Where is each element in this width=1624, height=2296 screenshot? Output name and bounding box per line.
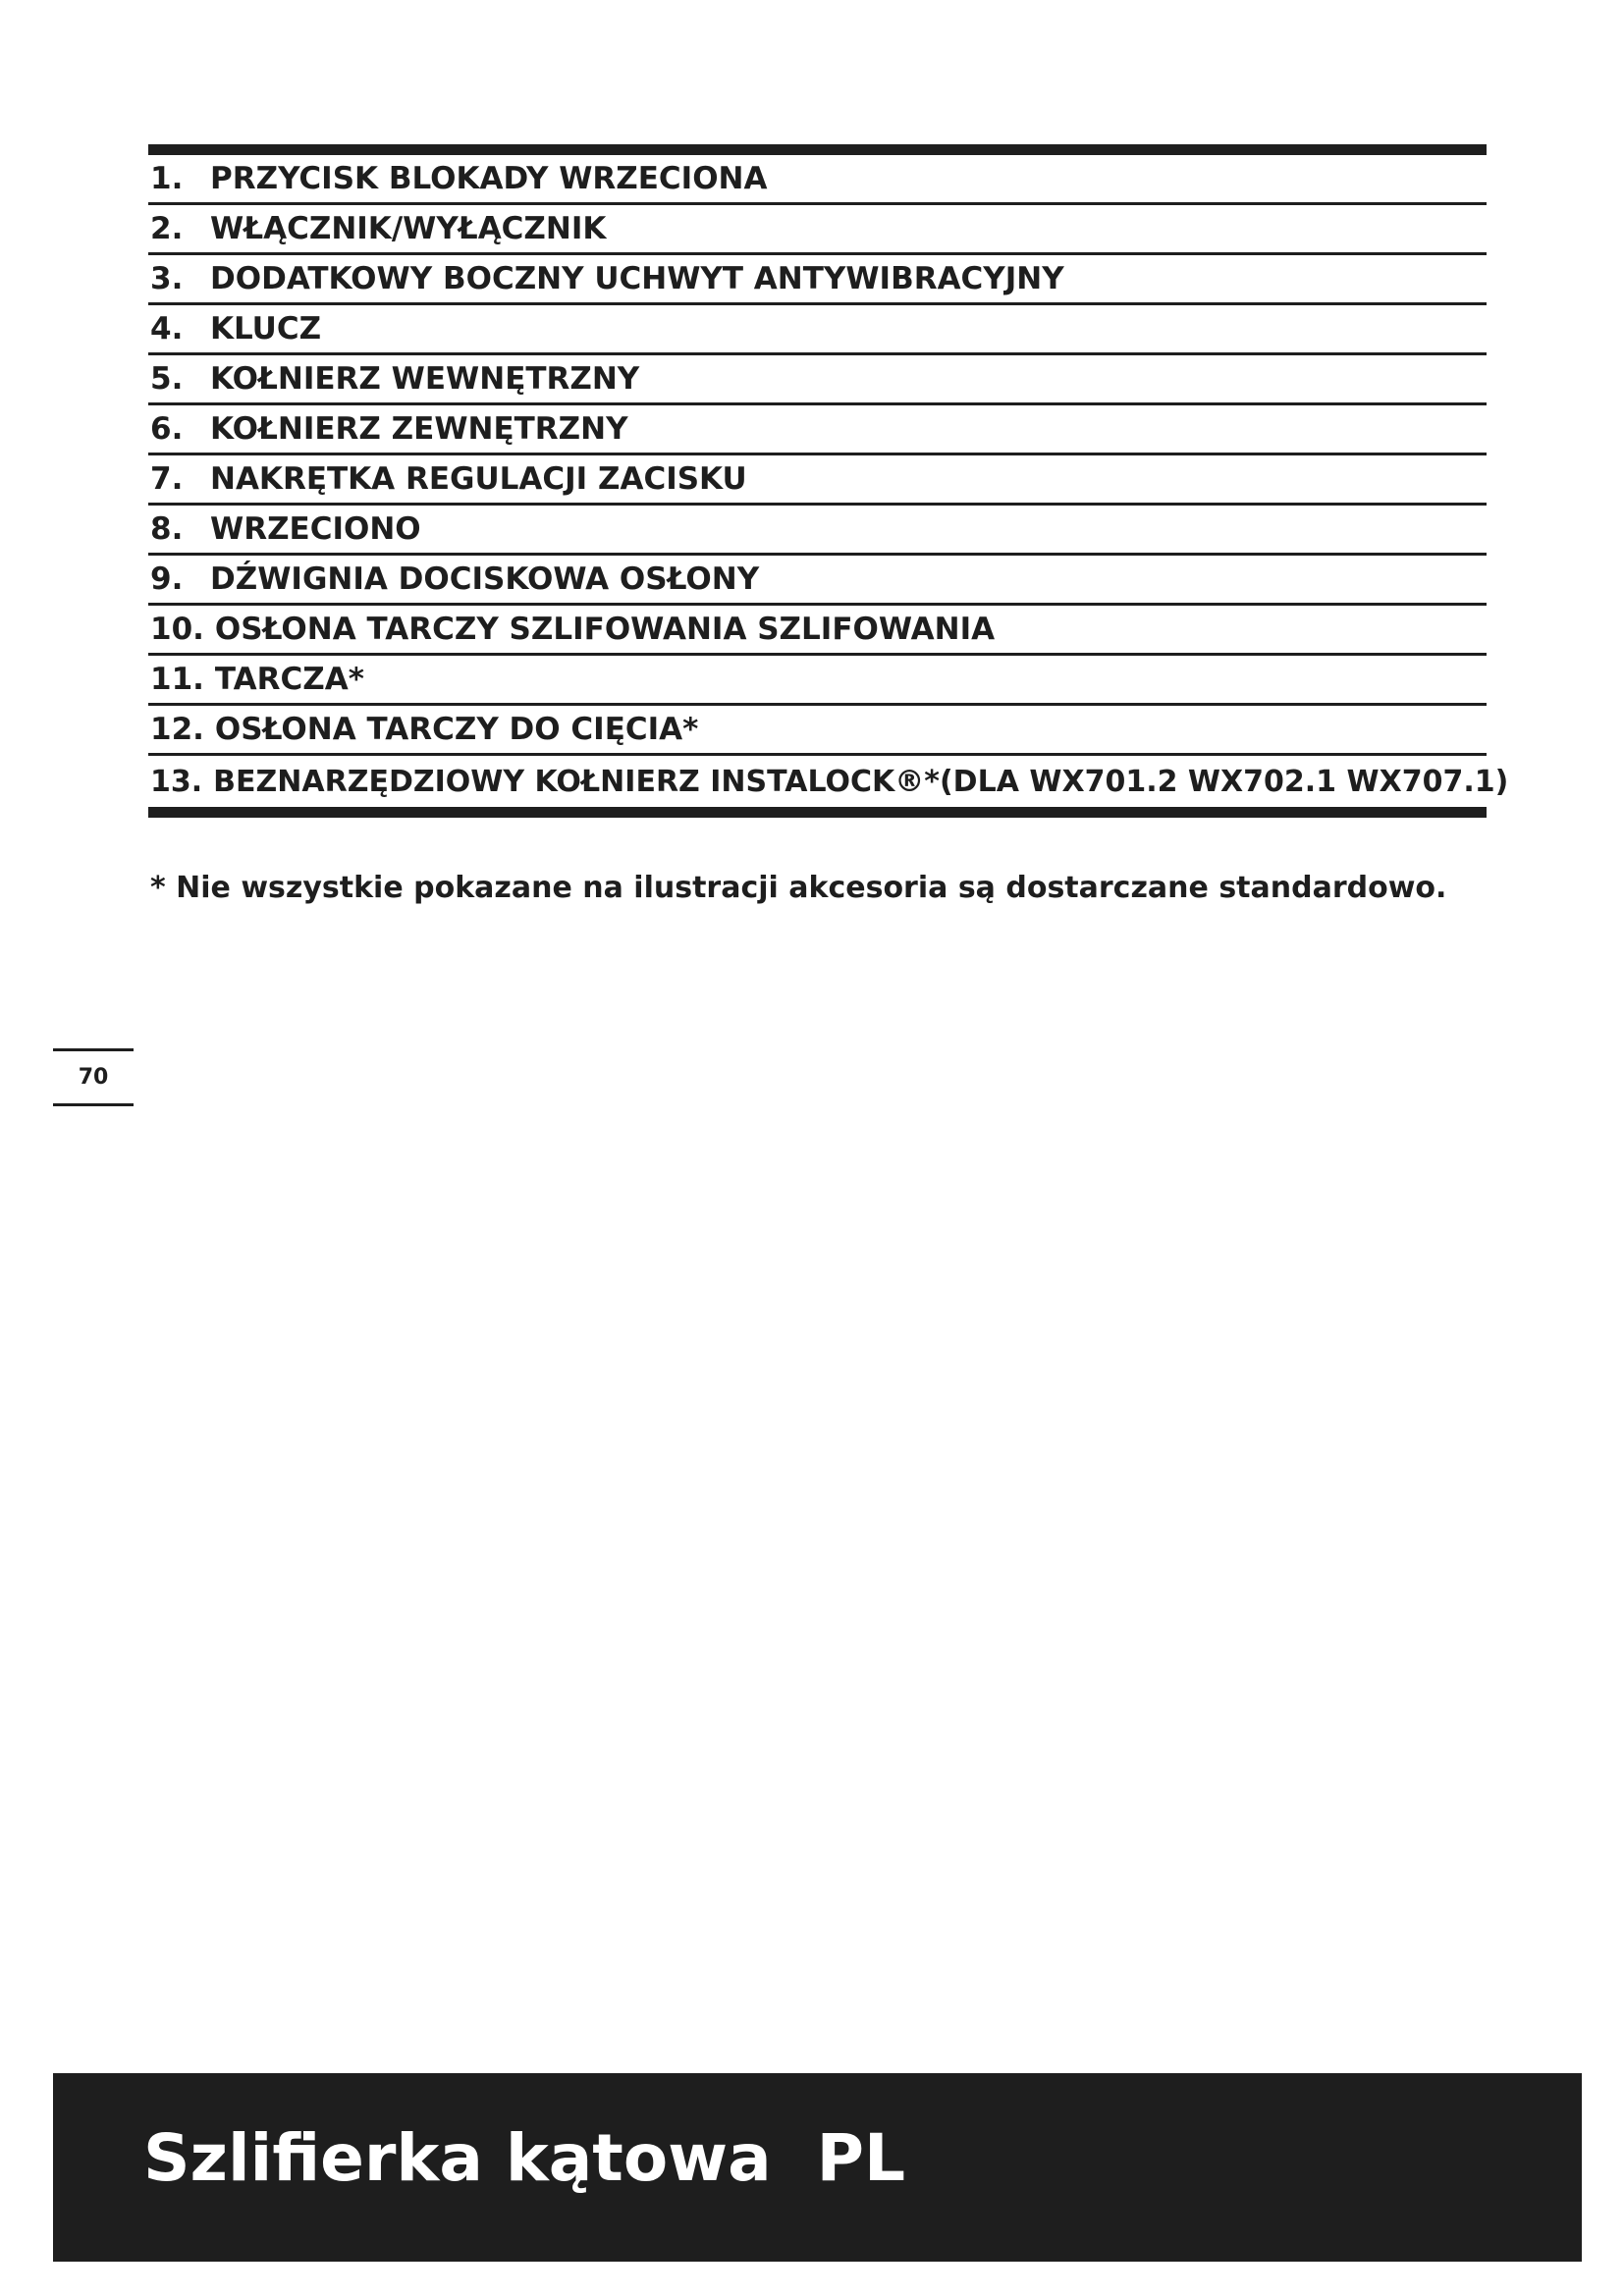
part-row-9 [148, 556, 1487, 606]
part-row-8 [148, 506, 1487, 556]
part-row-11 [148, 656, 1487, 706]
part-row-5 [148, 355, 1487, 405]
part-label: KOŁNIERZ WEWNĘTRZNY [210, 361, 640, 397]
part-row-6 [148, 405, 1487, 455]
part-row-13 [148, 756, 1509, 807]
part-number: 13. [150, 764, 203, 799]
footer-title: Szlifierka kątowa PL [143, 2120, 906, 2196]
part-label: TARCZA* [214, 662, 364, 697]
part-label: WRZECIONO [210, 511, 421, 547]
part-number: 2. [150, 211, 184, 246]
part-number: 4. [150, 311, 184, 347]
part-label: WŁĄCZNIK/WYŁĄCZNIK [210, 211, 607, 246]
part-label: OSŁONA TARCZY SZLIFOWANIA SZLIFOWANIA [214, 612, 996, 647]
part-row-10 [148, 606, 1487, 656]
page-number [53, 1048, 134, 1106]
part-number: 3. [150, 261, 184, 296]
part-label: NAKRĘTKA REGULACJI ZACISKU [210, 461, 747, 497]
part-number: 11. [150, 662, 204, 697]
part-number: 5. [150, 361, 184, 397]
part-number: 8. [150, 511, 184, 547]
part-number: 12. [150, 712, 204, 747]
part-label: DODATKOWY BOCZNY UCHWYT ANTYWIBRACYJNY [210, 261, 1064, 296]
part-number: 1. [150, 161, 184, 196]
part-row-1 [148, 155, 1487, 205]
footer-bar [53, 2073, 1582, 2262]
part-row-3 [148, 255, 1487, 305]
part-label: BEZNARZĘDZIOWY KOŁNIERZ INSTALOCK®*(DLA WX701.2 WX702.1 WX707.1) [213, 764, 1509, 799]
part-number: 9. [150, 561, 184, 597]
part-row-4 [148, 305, 1487, 355]
part-number: 7. [150, 461, 184, 497]
page-number-text: 70 [78, 1065, 109, 1090]
part-label: KLUCZ [210, 311, 322, 347]
part-row-2 [148, 205, 1487, 255]
parts-list [148, 144, 1509, 818]
part-label: KOŁNIERZ ZEWNĘTRZNY [210, 411, 628, 447]
part-label: PRZYCISK BLOKADY WRZECIONA [210, 161, 768, 196]
part-number: 10. [150, 612, 204, 647]
part-number: 6. [150, 411, 184, 447]
part-row-12 [148, 706, 1487, 756]
footnote: * Nie wszystkie pokazane na ilustracji akcesoria są dostarczane standardowo. [150, 871, 1447, 905]
part-row-7 [148, 455, 1487, 506]
part-label: DŹWIGNIA DOCISKOWA OSŁONY [210, 561, 760, 597]
part-label: OSŁONA TARCZY DO CIĘCIA* [214, 712, 699, 747]
